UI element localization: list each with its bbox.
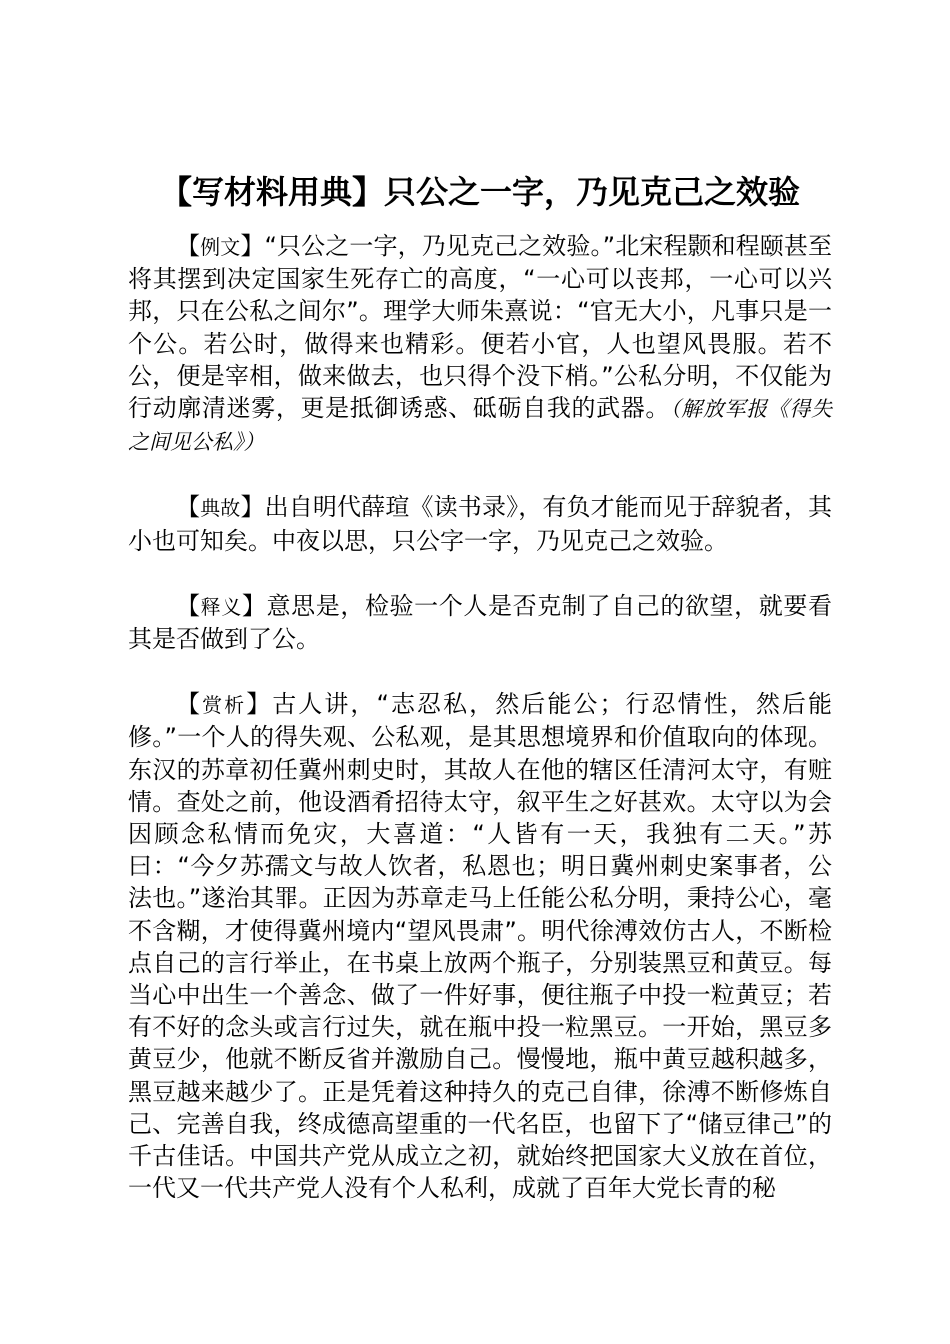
tag-open-bracket: 【 (176, 690, 203, 719)
meaning-tag: 释义 (200, 594, 242, 619)
appreciation-text: 古人讲，“志忍私，然后能公；行忍情性，然后能修。”一个人的得失观、公私观，是其思想境界和价值取向的体现。东汉的苏章初任冀州刺史时，其故人在他的辖区任清河太守，有赃情。查处之前，他设酒肴招待太守，叙平生之好甚欢。太守以为会因顾念私情而免灾，大喜道：“人皆有一天，我独有二天。”苏曰：“今夕苏孺文与故人饮者，私恩也；明日冀州刺史案事者，公法也。”遂治其罪。正因为苏章走马上任能公私分明，秉持公心，毫不含糊，才使得冀州境内“望风畏肃”。明代徐溥效仿古人，不断检点自己的言行举止，在书桌上放两个瓶子，分别装黑豆和黄豆。每当心中出生一个善念、做了一件好事，便往瓶子中投一粒黄豆；若有不好的念头或言行过失，就在瓶中投一粒黑豆。一开始，黑豆多黄豆少，他就不断反省并激励自己。慢慢地，瓶中黄豆越积越多，黑豆越来越少了。正是凭着这种持久的克己自律，徐溥不断修炼自己、完善自我，终成德高望重的一代名臣，也留下了“储豆律己”的千古佳话。中国共产党从成立之初，就始终把国家大义放在首位，一代又一代共产党人没有个人私利，成就了百年大党长青的秘 (128, 690, 832, 1203)
example-text: “只公之一字，乃见克己之效验。”北宋程颢和程颐甚至将其摆到决定国家生死存亡的高度，“一心可以丧邦，一心可以兴邦，只在公私之间尔”。理学大师朱熹说：“官无大小，凡事只是一个公。若公时，做得来也精彩。便若小官，人也望风畏服。若不公，便是宰相，做来做去，也只得个没下梢。”公私分明，不仅能为行动廓清迷雾，更是抵御诱惑、砥砺自我的武器。 (128, 232, 833, 423)
example-tag: 例文 (200, 235, 241, 259)
tag-close-bracket: 】 (240, 232, 265, 260)
tag-open-bracket: 【 (176, 591, 201, 620)
tag-close-bracket: 】 (246, 690, 273, 719)
tag-close-bracket: 】 (240, 493, 265, 522)
allusion-text: 出自明代薛瑄《读书录》，有负才能而见于辞貌者，其小也可知矣。中夜以思，只公字一字，乃见克己之效验。 (128, 493, 833, 555)
document-page (128, 168, 832, 1237)
appreciation-paragraph (128, 688, 832, 1204)
allusion-paragraph (128, 491, 832, 556)
appreciation-tag: 赏析 (202, 693, 247, 718)
tag-open-bracket: 【 (176, 232, 201, 260)
example-source: （解放军报《得失之间见公私》） (128, 397, 833, 455)
tag-open-bracket: 【 (176, 493, 201, 522)
example-paragraph (128, 230, 832, 458)
allusion-tag: 典故 (200, 496, 241, 521)
meaning-text: 意思是，检验一个人是否克制了自己的欲望，就要看其是否做到了公。 (128, 591, 833, 654)
meaning-paragraph (128, 590, 832, 655)
tag-close-bracket: 】 (241, 591, 267, 620)
page-title: 【写材料用典】只公之一字，乃见克己之效验 (159, 173, 800, 211)
